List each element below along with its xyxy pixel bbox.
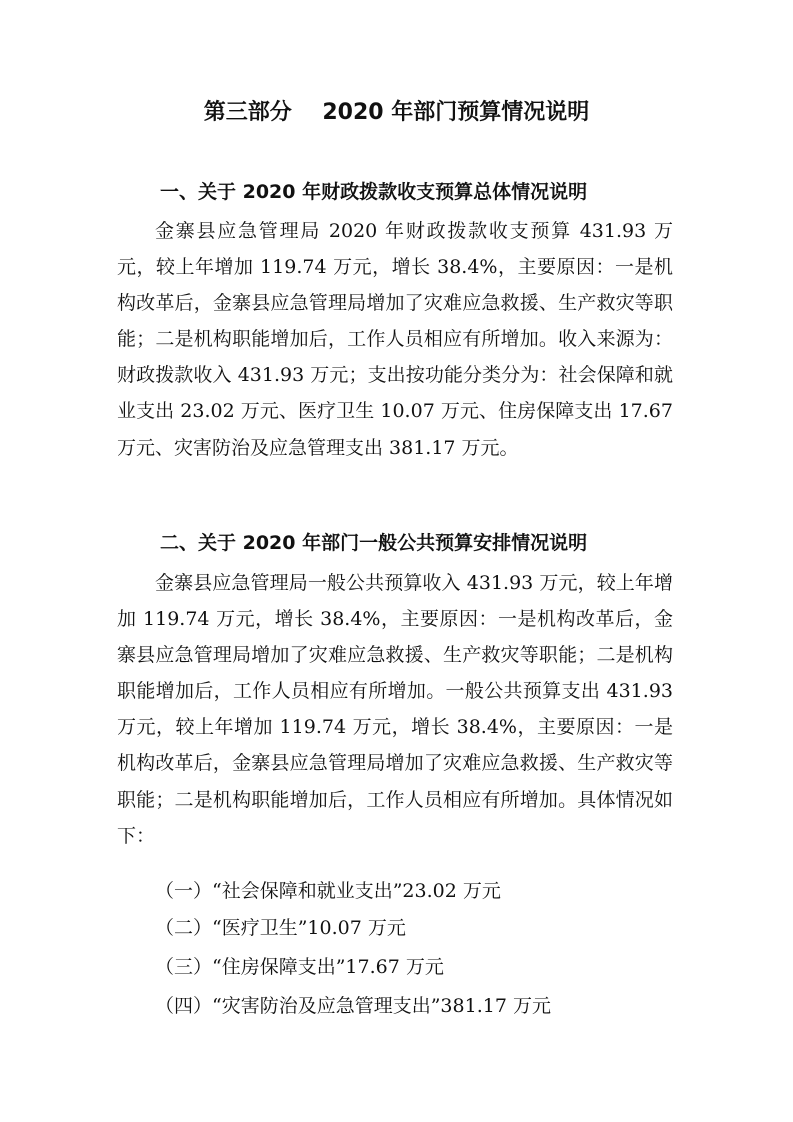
section-heading-2: 二、关于 2020 年部门一般公共预算安排情况说明 [160,532,588,554]
list-item: （三）“住房保障支出”17.67 万元 [155,956,444,978]
section-paragraph-2: 金寨县应急管理局一般公共预算收入 431.93 万元，较上年增加 119.74 万元，增长 38.4%，主要原因：一是机构改革后，金寨县应急管理局增加了灾难应急救援、生产救灾等职能；二是机构职能增加后，工作人员相应有所增加。一般公共预算支出 431.93 万元，较上年增加 119.74 万元，增长 38.4%，主要原因：一是机构改革后，金寨县应急管理局增加了灾难应急救援、生产救灾等职能；二是机构职能增加后，工作人员相应有所增加。具体情况如下： [117,572,673,847]
section-heading-1: 一、关于 2020 年财政拨款收支预算总体情况说明 [160,181,588,203]
page-title: 第三部分 2020 年部门预算情况说明 [203,100,590,125]
section-paragraph-1: 金寨县应急管理局 2020 年财政拨款收支预算 431.93 万元，较上年增加 119.74 万元，增长 38.4%，主要原因：一是机构改革后，金寨县应急管理局增加了灾难应急救援、生产救灾等职能；二是机构职能增加后，工作人员相应有所增加。收入来源为：财政拨款收入 431.93 万元；支出按功能分类分为：社会保障和就业支出 23.02 万元、医疗卫生 10.07 万元、住房保障支出 17.67 万元、灾害防治及应急管理支出 381.17 万元。 [117,220,673,459]
list-item: （四）“灾害防治及应急管理支出”381.17 万元 [155,995,551,1017]
list-item: （二）“医疗卫生”10.07 万元 [155,917,406,939]
list-item: （一）“社会保障和就业支出”23.02 万元 [155,880,501,902]
